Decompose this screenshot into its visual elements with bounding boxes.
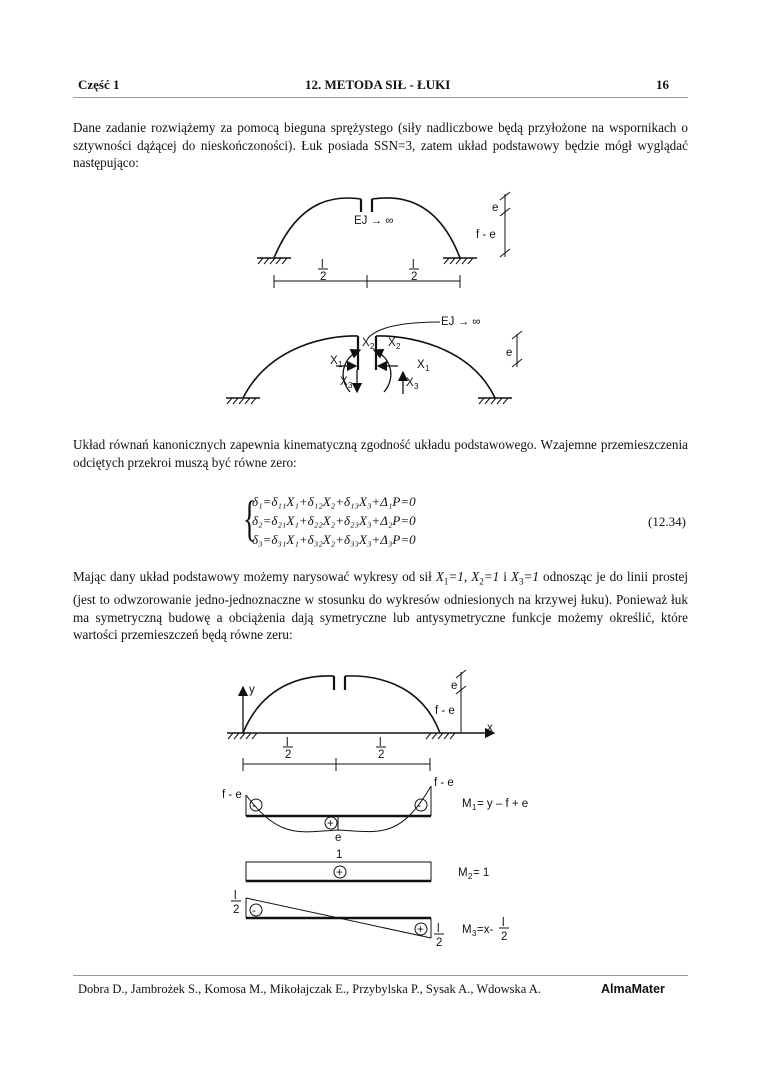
equation-line-3: δ₃=δ₃₁X₁+δ₃₂X₂+δ₃₃X₃+Δ₃P=0 [252,532,416,547]
footer-authors: Dobra D., Jambrożek S., Komosa M., Mikołajczak E., Przybylska P., Sysak A., Wdowska A. [78,982,541,996]
fig2-x2-left: X [362,337,370,349]
fig1-l-left: l [321,259,324,271]
m3-label: M [462,924,472,936]
m3-plus: + [417,924,424,936]
fig3-arch-right [345,676,440,733]
svg-text:1: 1 [338,360,343,369]
svg-text:2: 2 [436,937,443,949]
svg-text:2: 2 [396,342,401,351]
m1-minus-right: - [417,800,421,812]
m1-minus-left: - [252,800,256,812]
figure-1-basic-system [257,192,510,288]
fig3-e-label: e [451,680,458,692]
m1-formula: = y – f + e [477,798,529,810]
fig2-e-label: e [506,347,513,359]
svg-text:l: l [286,737,289,749]
fig1-fe-label: f - e [476,229,496,241]
fig1-e-label: e [492,202,499,214]
header-page-number: 16 [656,77,669,92]
m3-minus: - [252,905,256,917]
m1-fe-left: f - e [222,789,242,801]
figure-2-redundant-forces [226,322,522,404]
diagram-m1 [246,786,431,832]
m1-e: e [335,832,342,844]
fig1-arch-left [274,198,361,258]
m1-plus: + [327,818,334,830]
diagram-m3 [246,898,431,938]
fig2-ej-label: EJ → ∞ [441,316,481,328]
fig2-x2-right: X [388,337,396,349]
fig2-x3-left: X [340,376,348,388]
svg-text:3: 3 [472,929,477,938]
m1-fe-right: f - e [434,777,454,789]
svg-text:3: 3 [414,382,419,391]
paragraph-canonical: Układ równań kanonicznych zapewnia kinematyczną zgodność układu podstawowego. Wzajemne przemieszczenia odciętych przekroi muszą być równe zero: [73,437,688,470]
m1-label: M [462,798,472,810]
fig1-two-left: 2 [320,271,327,283]
fig3-x-label: x [487,722,493,734]
equation-line-2: δ₂=δ₂₁X₁+δ₂₂X₂+δ₂₃X₃+Δ₂P=0 [252,513,416,528]
m3-formula: =x- [477,924,494,936]
fig3-y-label: y [249,684,255,696]
svg-text:2: 2 [468,872,473,881]
m2-formula: = 1 [473,867,490,879]
equation-number: (12.34) [648,514,686,529]
fig1-two-right: 2 [411,271,418,283]
fig2-x3-right: X [406,377,414,389]
svg-text:l: l [379,737,382,749]
svg-text:3: 3 [348,381,353,390]
footer-brand: AlmaMater [601,982,665,996]
fig1-hatch [258,258,473,264]
header-part: Część 1 [78,77,120,92]
fig3-arch-left [243,676,334,733]
fig2-x1-right: X [417,359,425,371]
m2-label: M [458,867,468,879]
m2-value: 1 [336,849,343,861]
svg-text:2: 2 [285,749,292,761]
svg-text:1: 1 [472,803,477,812]
svg-text:2: 2 [501,931,508,943]
svg-text:1: 1 [425,364,430,373]
m2-plus: + [336,867,343,879]
header-chapter-title: 12. METODA SIŁ - ŁUKI [305,77,451,92]
fig1-ej-label: EJ → ∞ [354,215,394,227]
equation-brace: { [243,490,257,546]
paragraph-diagrams: Mając dany układ podstawowy możemy narysować wykresy od sił $X_1=1$, $X_2=1$ i $X_3=1$ odnosząc je do linii prostej (jest to odwzorowanie jedno-jednoznaczne w stosunku do wykresów odniesionych na krzywej łuku). Ponieważ łuk ma symetryczną budowę a obciążenia dają symetryczne lub antysymetryczne funkcje możemy określić, które wartości przemieszczeń będą równe zeru: [73,569,688,643]
svg-text:l: l [502,917,505,929]
svg-text:l: l [234,890,237,902]
svg-text:2: 2 [370,342,375,351]
fig1-l-right: l [412,259,415,271]
fig2-x1-left: X [330,355,338,367]
paragraph-intro: Dane zadanie rozwiążemy za pomocą bieguna sprężystego (siły nadliczbowe będą przyłożone na wspornikach o sztywności dążącej do nieskończoności). Łuk posiada SSN=3, zatem układ podstawowy będzie mógł wyglądać następująco: [73,120,688,170]
svg-text:2: 2 [378,749,385,761]
fig3-fe-label: f - e [435,705,455,717]
footer-rule [73,975,688,976]
fig1-arch-right [372,198,460,258]
svg-text:l: l [437,923,440,935]
svg-text:2: 2 [233,904,240,916]
equation-line-1: δ₁=δ₁₁X₁+δ₁₂X₂+δ₁₃X₃+Δ₁P=0 [252,494,416,509]
